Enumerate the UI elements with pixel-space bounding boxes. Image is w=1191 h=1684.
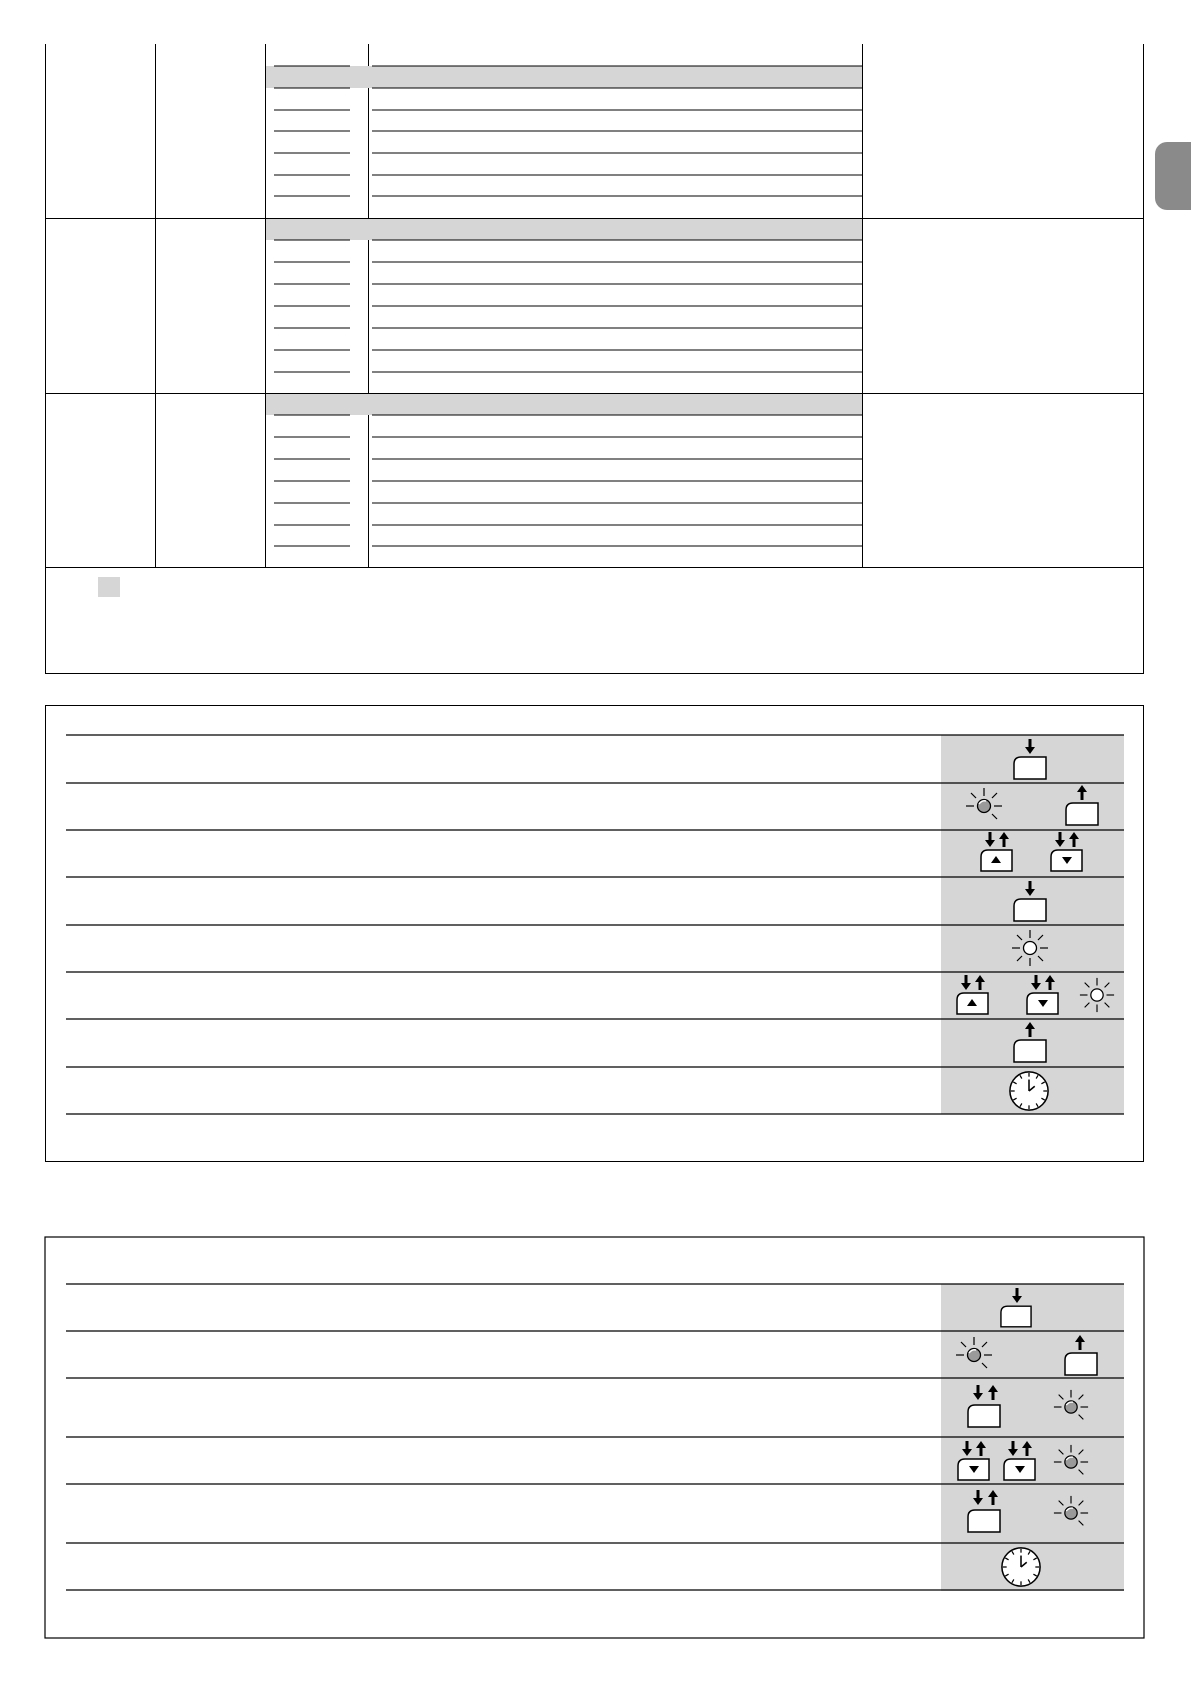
led-flash-icon — [1080, 978, 1114, 1012]
release-button-icon — [1014, 1022, 1046, 1062]
press-release-down-button-icon — [1051, 832, 1082, 871]
press-release-up-button-icon — [981, 832, 1012, 871]
press-button-icon — [1014, 739, 1046, 779]
press-release-up-button-icon — [957, 975, 988, 1014]
clock-wait-icon — [1002, 1548, 1040, 1586]
press-release-down-button-icon — [1027, 975, 1058, 1014]
press-button-icon — [1014, 881, 1046, 921]
led-flash-icon — [1012, 930, 1048, 966]
led-blink-icon — [966, 788, 1002, 819]
clock-wait-icon — [1010, 1072, 1048, 1110]
release-button-icon — [1066, 785, 1098, 825]
